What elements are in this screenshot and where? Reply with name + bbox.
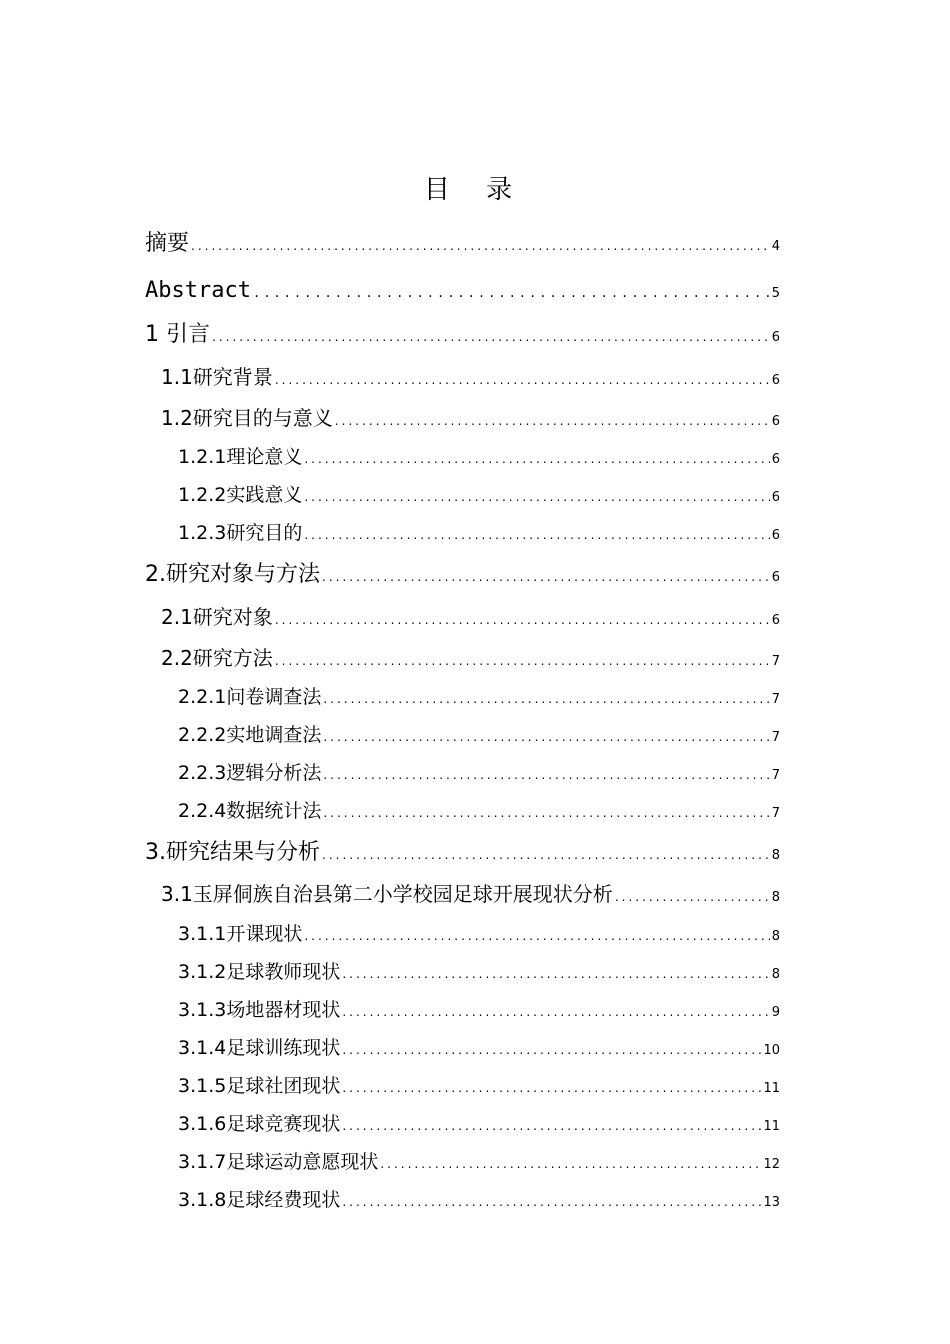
- dot-leader: [323, 692, 769, 706]
- toc-entry[interactable]: [0, 957, 780, 984]
- toc-entry-page: 5: [771, 286, 780, 301]
- dot-leader: [304, 528, 769, 542]
- toc-entry-page: 11: [763, 1081, 780, 1096]
- dot-leader: [275, 654, 770, 668]
- toc-entry-label: 2.2.2实地调查法: [178, 724, 322, 746]
- toc-entry-page: 9: [771, 1005, 780, 1020]
- dot-leader: [342, 967, 769, 981]
- toc-entry[interactable]: [0, 878, 780, 907]
- dot-leader: [253, 286, 770, 300]
- toc-entry-page: 10: [763, 1043, 780, 1058]
- toc-entry-page: 6: [771, 570, 780, 585]
- toc-entry-label: 3.1.7足球运动意愿现状: [178, 1151, 379, 1173]
- dot-leader: [322, 848, 770, 862]
- toc-entry-label: 3.1.2足球教师现状: [178, 961, 341, 983]
- toc-entry-page: 6: [771, 414, 780, 429]
- dot-leader: [342, 1119, 761, 1133]
- toc-entry[interactable]: [0, 518, 780, 545]
- toc-entry[interactable]: [0, 1033, 780, 1060]
- toc-entry-label: 2.研究对象与方法: [145, 562, 320, 587]
- toc-entry-label: 3.1.6足球竞赛现状: [178, 1113, 341, 1135]
- toc-entry-label: 1.1研究背景: [161, 365, 273, 389]
- toc-entry-page: 8: [771, 890, 780, 905]
- toc-entry-label: 3.1玉屏侗族自治县第二小学校园足球开展现状分析: [161, 882, 613, 906]
- toc-entry-page: 8: [771, 967, 780, 982]
- dot-leader: [191, 239, 770, 253]
- toc-entry-page: 6: [771, 528, 780, 543]
- toc-entry[interactable]: [0, 682, 780, 709]
- toc-entry-label: 2.2.3逻辑分析法: [178, 762, 322, 784]
- toc-entry[interactable]: [0, 442, 780, 469]
- toc-entry-label: Abstract: [145, 278, 251, 303]
- dot-leader: [275, 613, 770, 627]
- toc-entry[interactable]: [0, 796, 780, 823]
- toc-entry[interactable]: [0, 317, 780, 348]
- toc-entry[interactable]: [0, 1147, 780, 1174]
- toc-entry-label: 3.1.8足球经费现状: [178, 1189, 341, 1211]
- toc-entry-page: 11: [763, 1119, 780, 1134]
- dot-leader: [304, 929, 769, 943]
- dot-leader: [380, 1157, 761, 1171]
- toc-entry-label: 3.研究结果与分析: [145, 840, 320, 865]
- dot-leader: [615, 890, 770, 904]
- toc-entry-page: 8: [771, 929, 780, 944]
- toc-entry-label: 摘要: [145, 231, 190, 256]
- toc-entry-label: 2.2.4数据统计法: [178, 800, 322, 822]
- dot-leader: [335, 414, 770, 428]
- dot-leader: [342, 1043, 761, 1057]
- toc-entry-page: 7: [771, 654, 780, 669]
- toc-entry[interactable]: [0, 720, 780, 747]
- toc-entry-page: 4: [771, 239, 780, 254]
- toc-entry-label: 2.1研究对象: [161, 605, 273, 629]
- toc-entry[interactable]: [0, 480, 780, 507]
- toc-entry[interactable]: [0, 758, 780, 785]
- toc-entry[interactable]: [0, 1109, 780, 1136]
- dot-leader: [323, 730, 769, 744]
- toc-entry[interactable]: [0, 1185, 780, 1212]
- toc-entry-label: 1.2.1理论意义: [178, 446, 303, 468]
- dot-leader: [342, 1005, 769, 1019]
- toc-entry-label: 3.1.5足球社团现状: [178, 1075, 341, 1097]
- dot-leader: [304, 452, 769, 466]
- dot-leader: [342, 1081, 761, 1095]
- toc-entry-page: 7: [771, 768, 780, 783]
- toc-entry[interactable]: [0, 919, 780, 946]
- toc-entry-page: 6: [771, 613, 780, 628]
- dot-leader: [275, 373, 770, 387]
- toc-entry-label: 1.2.3研究目的: [178, 522, 303, 544]
- toc-entry[interactable]: [0, 402, 780, 431]
- toc-entry-page: 13: [763, 1195, 780, 1210]
- toc-entry-page: 6: [771, 490, 780, 505]
- dot-leader: [304, 490, 769, 504]
- toc-entry-page: 6: [771, 452, 780, 467]
- toc-entry[interactable]: [0, 361, 780, 390]
- dot-leader: [342, 1195, 761, 1209]
- toc-entry-page: 12: [763, 1157, 780, 1172]
- toc-entry-page: 7: [771, 692, 780, 707]
- toc-entry-page: 6: [771, 373, 780, 388]
- toc-entry-label: 3.1.1开课现状: [178, 923, 303, 945]
- toc-entry-label: 3.1.4足球训练现状: [178, 1037, 341, 1059]
- toc-entry-page: 6: [771, 330, 780, 345]
- toc-entry-label: 3.1.3场地器材现状: [178, 999, 341, 1021]
- toc-entry-page: 7: [771, 806, 780, 821]
- toc-entry-label: 2.2.1问卷调查法: [178, 686, 322, 708]
- toc-entry[interactable]: [0, 557, 780, 588]
- toc-entry-label: 1.2研究目的与意义: [161, 406, 333, 430]
- toc-entry-label: 2.2研究方法: [161, 646, 273, 670]
- dot-leader: [322, 570, 770, 584]
- toc-entry[interactable]: [0, 642, 780, 671]
- page-title: 目 录: [423, 175, 527, 205]
- toc-entry[interactable]: [0, 995, 780, 1022]
- toc-entry[interactable]: [0, 601, 780, 630]
- toc-entry-label: 1.2.2实践意义: [178, 484, 303, 506]
- toc-entry[interactable]: [0, 226, 780, 257]
- toc-entry-page: 7: [771, 730, 780, 745]
- toc-entry-label: 1 引言: [145, 322, 210, 347]
- dot-leader: [323, 806, 769, 820]
- dot-leader: [323, 768, 769, 782]
- dot-leader: [212, 330, 770, 344]
- toc-entry[interactable]: [0, 1071, 780, 1098]
- toc-entry[interactable]: [0, 278, 780, 303]
- toc-entry[interactable]: [0, 835, 780, 866]
- toc-entry-page: 8: [771, 848, 780, 863]
